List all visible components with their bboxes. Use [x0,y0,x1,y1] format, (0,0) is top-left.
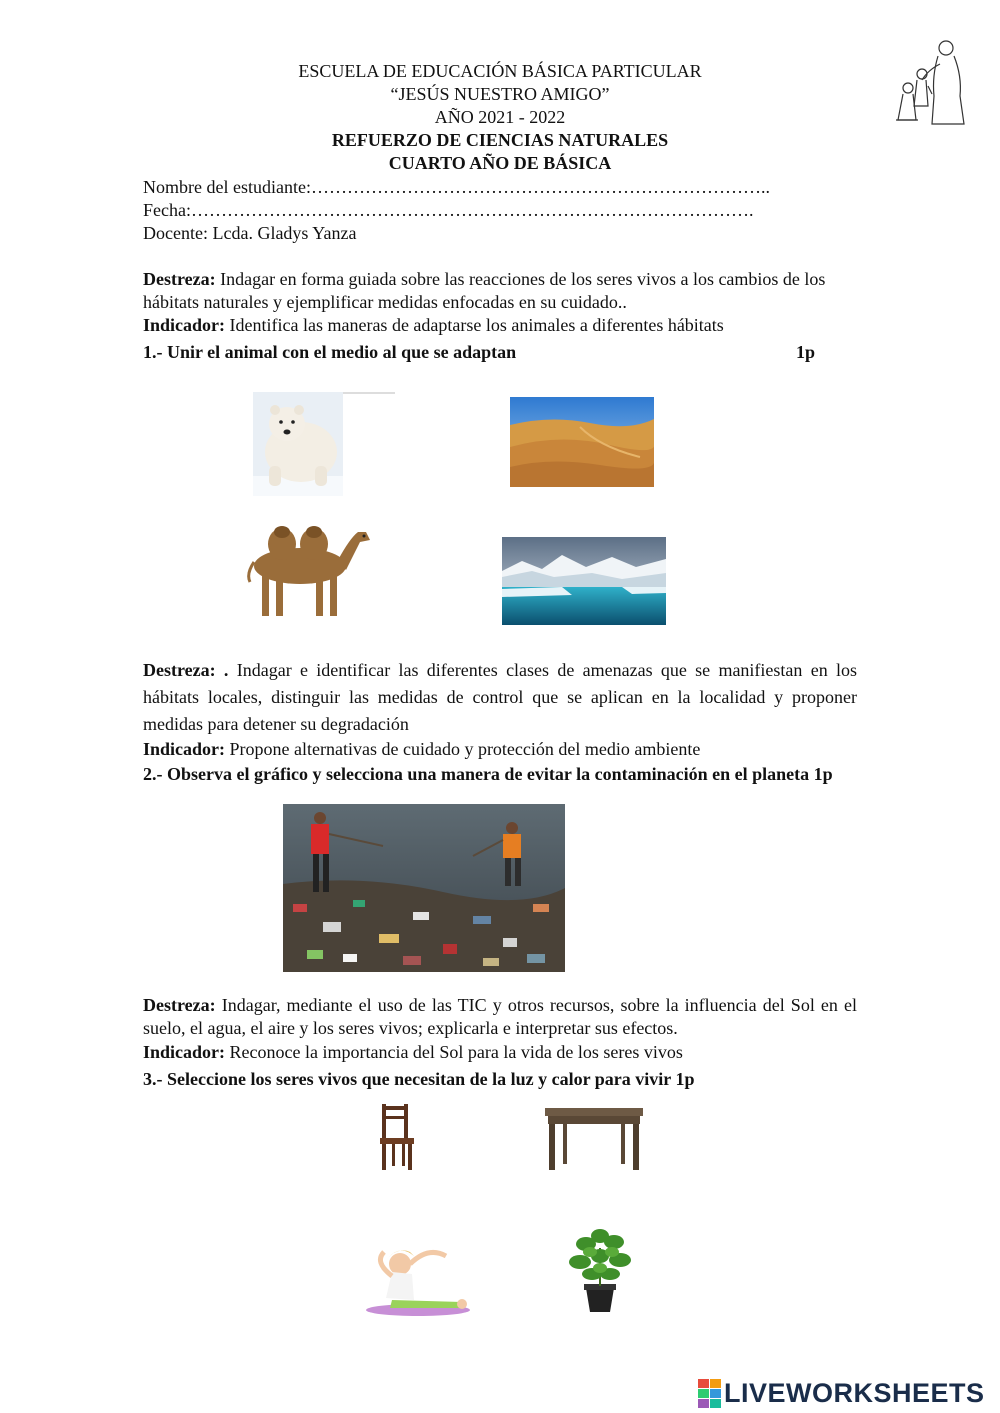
indicador-3: Indicador: Reconoce la importancia del Sol para la vida de los seres vivos [143,1042,683,1062]
plant-image[interactable] [566,1228,634,1314]
subject-title: REFUERZO DE CIENCIAS NATURALES [331,130,669,150]
destreza-3: Destreza: Indagar, mediante el uso de las TIC y otros recursos, sobre la influencia del Sol en el suelo, el agua, el aire y los seres vivos; explicarla e interpretar sus efectos. [143,995,857,1038]
child-image[interactable] [362,1242,472,1318]
desert-image[interactable] [510,397,654,487]
grade-title: CUARTO AÑO DE BÁSICA [388,153,612,173]
indicador-1: Indicador: Identifica las maneras de adaptarse los animales a diferentes hábitats [143,315,724,335]
school-year: AÑO 2021 - 2022 [434,107,566,127]
indicador-2: Indicador: Propone alternativas de cuidado y protección del medio ambiente [143,739,701,759]
destreza-2: Destreza: . Indagar e identificar las diferentes clases de amenazas que se manifiestan en los hábitats locales, distinguir las medidas de control que se aplican en la localidad y proponer medidas para detener su degradación [143,660,857,734]
question-3: 3.- Seleccione los seres vivos que necesitan de la luz y calor para vivir 1p [143,1069,695,1089]
table-image[interactable] [545,1108,643,1170]
teacher-line: Docente: Lcda. Gladys Yanza [143,223,357,243]
student-name-field[interactable]: Nombre del estudiante:………………………………………………………………….. [143,177,770,197]
question-1: 1.- Unir el animal con el medio al que se adaptan [143,342,517,362]
destreza-1: Destreza: Indagar en forma guiada sobre las reacciones de los seres vivos a los cambios de los hábitats naturales y ejemplificar medidas enfocadas en su cuidado.. [143,269,826,312]
date-field[interactable]: Fecha:…………………………………………………………………………………. [143,200,754,220]
jesus-children-drawing [888,36,972,130]
chair-image[interactable] [378,1104,416,1170]
question-2: 2.- Observa el gráfico y selecciona una manera de evitar la contaminación en el planeta 1p [143,764,833,784]
liveworksheets-icon [698,1379,722,1409]
polar-landscape-image[interactable] [502,537,666,625]
camel-image[interactable] [242,518,376,624]
polar-bear-image[interactable] [253,392,395,496]
liveworksheets-logo [698,1378,985,1409]
pollution-image [283,804,565,972]
liveworksheets-wordmark: LIVEWORKSHEETS [724,1378,985,1408]
school-name: “JESÚS NUESTRO AMIGO” [390,84,610,104]
school-header: ESCUELA DE EDUCACIÓN BÁSICA PARTICULAR [298,61,702,81]
question-1-points: 1p [796,342,816,362]
